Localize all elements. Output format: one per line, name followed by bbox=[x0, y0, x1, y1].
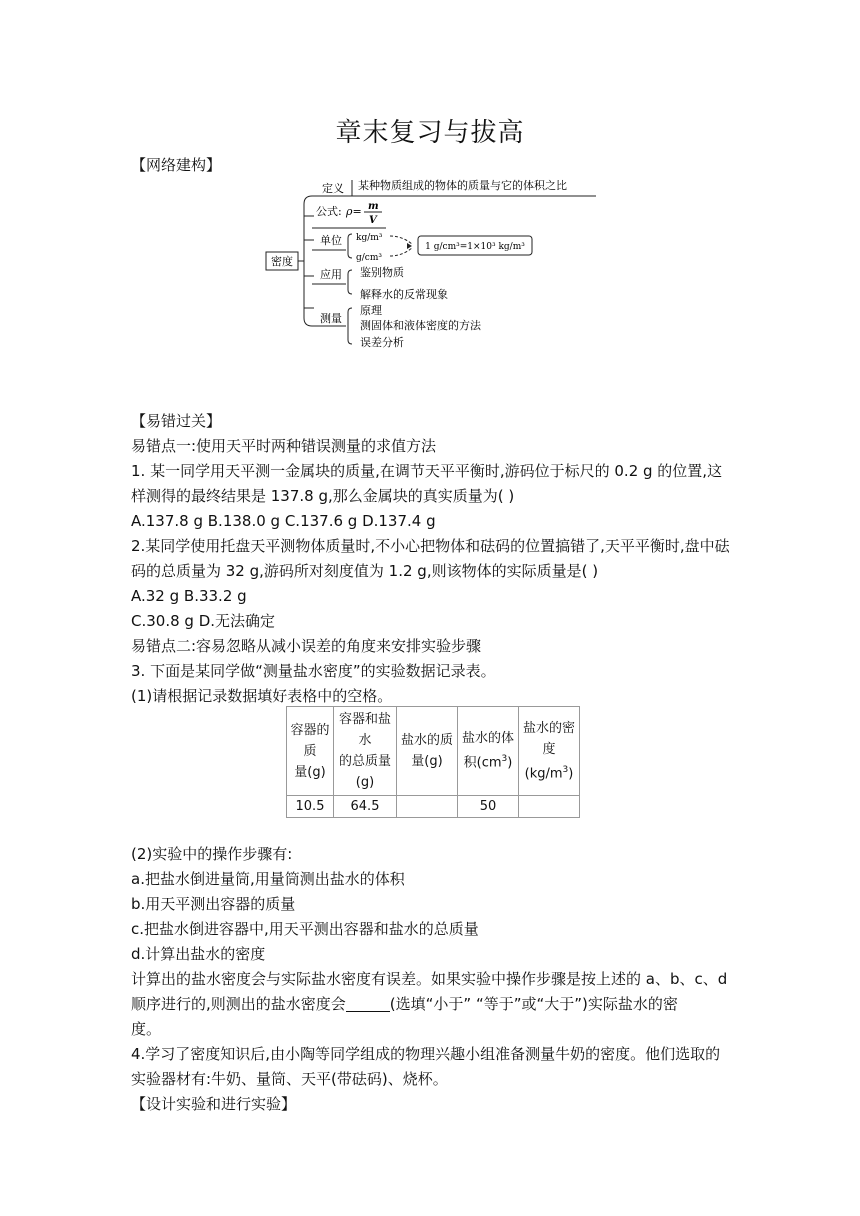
q2-options-1: A.32 g B.33.2 g bbox=[131, 587, 247, 605]
measure-bracket bbox=[348, 308, 352, 344]
q2-options-2: C.30.8 g D.无法确定 bbox=[131, 612, 276, 630]
error-point-2: 易错点二:容易忽略从减小误差的角度来安排实验步骤 bbox=[131, 637, 482, 655]
q3-sub-1: (1)请根据记录数据填好表格中的空格。 bbox=[131, 687, 393, 705]
step-d: d.计算出盐水的密度 bbox=[131, 945, 266, 963]
q3-para-2a: 顺序进行的,则测出的盐水密度会 bbox=[131, 995, 346, 1013]
def-text: 某种物质组成的物体的质量与它的体积之比 bbox=[358, 179, 567, 192]
step-c: c.把盐水倒进容器中,用天平测出容器和盐水的总质量 bbox=[131, 920, 479, 938]
errors-heading: 【易错过关】 bbox=[131, 412, 222, 430]
q1-line-2: 样测得的最终结果是 137.8 g,那么金属块的真实质量为( ) bbox=[131, 487, 515, 505]
concept-map bbox=[260, 172, 600, 358]
table-header-row bbox=[287, 707, 580, 796]
page-title: 章末复习与拔高 bbox=[335, 118, 525, 148]
formula-rho: ρ= bbox=[346, 205, 362, 218]
q2-line-2: 码的总质量为 32 g,游码所对刻度值为 1.2 g,则该物体的实际质量是( ) bbox=[131, 562, 599, 580]
record-table bbox=[286, 706, 580, 818]
header-brine-density: 盐水的密 度 $(kg/m^3)$ bbox=[519, 707, 580, 796]
q3-para-3: 度。 bbox=[131, 1020, 162, 1038]
cell-brine-mass bbox=[397, 796, 458, 818]
error-point-1: 易错点一:使用天平时两种错误测量的求值方法 bbox=[131, 437, 437, 455]
apply-2: 解释水的反常现象 bbox=[360, 288, 448, 301]
header-brine-mass: 盐水的质 量(g) bbox=[397, 707, 458, 796]
table-row bbox=[287, 796, 580, 818]
header-total-mass: 容器和盐 水 的总质量 (g) bbox=[334, 707, 397, 796]
network-heading: 【网络建构】 bbox=[131, 156, 222, 174]
dash-arrow-1 bbox=[390, 236, 412, 244]
cell-total-mass: 64.5 bbox=[334, 796, 397, 818]
header-container-mass: 容器的 质 量(g) bbox=[287, 707, 334, 796]
q2-line-1: 2.某同学使用托盘天平测物体质量时,不小心把物体和砝码的位置搞错了,天平平衡时,盘中砝 bbox=[131, 537, 730, 555]
arrow-head bbox=[407, 243, 412, 249]
cell-brine-volume: 50 bbox=[458, 796, 519, 818]
q3-para-2b: (选填“小于” “等于”或“大于”)实际盐水的密 bbox=[389, 995, 678, 1013]
q4-line-2: 实验器材有:牛奶、量筒、天平(带砝码)、烧杯。 bbox=[131, 1070, 448, 1088]
q3-line-1: 3. 下面是某同学做“测量盐水密度”的实验数据记录表。 bbox=[131, 662, 496, 680]
measure-3: 误差分析 bbox=[360, 336, 404, 349]
design-heading: 【设计实验和进行实验】 bbox=[131, 1095, 297, 1113]
step-a: a.把盐水倒进量筒,用量筒测出盐水的体积 bbox=[131, 870, 405, 888]
unit-kgm3: kg/m³ bbox=[356, 233, 383, 243]
def-label: 定义 bbox=[322, 182, 344, 195]
measure-label: 测量 bbox=[320, 312, 342, 325]
header-brine-volume: 盐水的体 积$(cm^3)$ bbox=[458, 707, 519, 796]
apply-label: 应用 bbox=[320, 268, 342, 281]
branch-ticks bbox=[304, 216, 314, 308]
measure-1: 原理 bbox=[360, 304, 382, 317]
dash-arrow-2 bbox=[390, 248, 412, 256]
q3-sub-2: (2)实验中的操作步骤有: bbox=[131, 845, 293, 863]
measure-2: 测固体和液体密度的方法 bbox=[360, 319, 481, 332]
q4-line-1: 4.学习了密度知识后,由小陶等同学组成的物理兴趣小组准备测量牛奶的密度。他们选取的 bbox=[131, 1045, 721, 1063]
answer-blank bbox=[346, 995, 390, 1012]
root-label: 密度 bbox=[271, 255, 293, 268]
unit-relation: 1 g/cm³=1×10³ kg/m³ bbox=[425, 242, 525, 252]
formula-v: V bbox=[369, 215, 377, 226]
formula-label: 公式: bbox=[316, 205, 342, 218]
cell-brine-density bbox=[519, 796, 580, 818]
unit-label: 单位 bbox=[320, 234, 342, 247]
unit-bracket bbox=[348, 234, 352, 258]
apply-1: 鉴别物质 bbox=[360, 266, 404, 279]
formula-m: m bbox=[368, 201, 379, 212]
q3-para-1: 计算出的盐水密度会与实际盐水密度有误差。如果实验中操作步骤是按上述的 a、b、c、d bbox=[131, 970, 728, 988]
q3-para-2 bbox=[131, 992, 678, 1016]
cell-container-mass: 10.5 bbox=[287, 796, 334, 818]
unit-gcm3: g/cm³ bbox=[356, 253, 382, 263]
apply-bracket bbox=[348, 270, 352, 294]
q1-options: A.137.8 g B.138.0 g C.137.6 g D.137.4 g bbox=[131, 512, 436, 530]
step-b: b.用天平测出容器的质量 bbox=[131, 895, 296, 913]
q1-line-1: 1. 某一同学用天平测一金属块的质量,在调节天平平衡时,游码位于标尺的 0.2 g 的位置,这 bbox=[131, 462, 723, 480]
